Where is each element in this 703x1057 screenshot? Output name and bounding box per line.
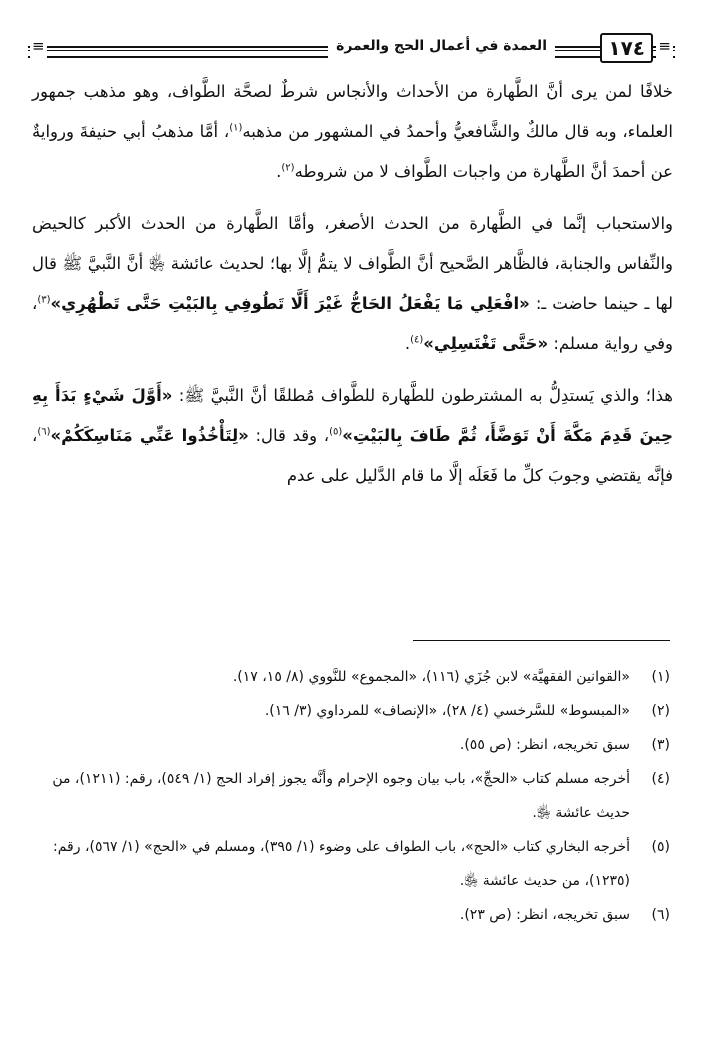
footnote-text: أخرجه البخاري كتاب «الحج»، باب الطواف على وضوء (١/ ٣٩٥)، ومسلم في «الحج» (١/ ٥٦٧)، رقم: (١٢٣٥)، من حديث عائشة ﵂. [53, 839, 630, 889]
text-run: هذا؛ والذي يَستدِلُّ به المشترطون للطَّهارة للطَّواف مُطلقًا أنَّ النَّبيَّ ﷺ: [172, 386, 673, 405]
footnote-ref: (٤) [410, 334, 424, 346]
text-run: والاستحباب إنَّما في الطَّهارة من الحدث الأصغر، وأمَّا الطَّهارة من الحدث الأكبر كالحيض والنِّفاس والجنابة، فالظَّاهر الصَّحيح أنَّ الطَّواف لا يتمُّ إلَّا بها؛ لحديث عائشة ﵂ أنَّ النَّبيَّ ﷺ قال لها ـ حينما حاضت ـ: [32, 214, 673, 313]
footnote [30, 694, 670, 728]
footnote [30, 830, 670, 898]
footnote-text: أخرجه مسلم كتاب «الحجِّ»، باب بيان وجوه الإحرام وأنَّه يجوز إفراد الحج (١/ ٥٤٩)، رقم: (١٢١١)، من حديث عائشة ﵂. [52, 771, 630, 821]
footnotes [30, 660, 670, 932]
text-run: ، فإنَّه يقتضي وجوبَ كلِّ ما فَعَلَه إلَّا ما قام الدَّليل على عدم [32, 426, 673, 485]
header-ornament-left: ≡ [30, 33, 47, 59]
text-run: . [404, 334, 411, 353]
footnote [30, 762, 670, 830]
footnote-number: (٦) [651, 907, 670, 923]
text-run: ، وفي رواية مسلم: [32, 294, 673, 353]
paragraph [32, 72, 673, 192]
footnote [30, 728, 670, 762]
text-run: ، وقد قال: [248, 426, 330, 445]
footnote-separator [413, 640, 670, 641]
paragraph [32, 376, 673, 496]
footnote-text: «المبسوط» للسَّرخسي (٤/ ٢٨)، «الإنصاف» للمرداوي (٣/ ١٦). [264, 703, 630, 719]
page-number: ١٧٤ [600, 33, 653, 63]
footnote-ref: (٢) [281, 162, 295, 174]
paragraph [32, 204, 673, 364]
hadith-quote: «أَوَّلَ شَيْءٍ بَدَأَ بِهِ حِينَ قَدِمَ مَكَّةَ أَنْ تَوَضَّأَ، ثُمَّ طَافَ بِالبَيْتِ» [32, 386, 673, 445]
hadith-quote: «حَتَّى تَغْتَسِلِي» [423, 334, 549, 353]
text-run: ، أمَّا مذهبُ أبي حنيفةَ وروايةٌ عن أحمدَ أنَّ الطَّهارة من واجبات الطَّواف لا من شروطه [32, 122, 673, 181]
page-header [28, 30, 675, 64]
text-run: خلافًا لمن يرى أنَّ الطَّهارة من الأحداث والأنجاس شرطٌ لصحَّة الطَّواف، وهو مذهب جمهور العلماء، وبه قال مالكٌ والشَّافعيُّ وأحمدُ في المشهور من مذهبه [32, 82, 674, 141]
header-ornament-right: ≡ [656, 33, 673, 59]
footnote-text: سبق تخريجه، انظر: (ص ٢٣). [459, 907, 630, 923]
footnote-number: (١) [651, 669, 670, 685]
footnote-number: (٤) [651, 771, 670, 787]
footnote [30, 660, 670, 694]
running-title: العمدة في أعمال الحج والعمرة [328, 33, 555, 59]
text-run: . [276, 162, 282, 181]
footnote-number: (٣) [651, 737, 670, 753]
main-text [32, 72, 673, 496]
footnote-number: (٥) [651, 839, 670, 855]
footnote-ref: (١) [229, 122, 243, 134]
hadith-quote: «افْعَلِي مَا يَفْعَلُ الحَاجُّ غَيْرَ أَلَّا تَطُوفِي بِالبَيْتِ حَتَّى تَطْهُرِي» [50, 294, 530, 313]
footnote-text: سبق تخريجه، انظر: (ص ٥٥). [459, 737, 630, 753]
hadith-quote: «لِتَأْخُذُوا عَنِّي مَنَاسِكَكُمْ» [50, 426, 249, 445]
footnote [30, 898, 670, 932]
footnote-ref: (٥) [329, 426, 343, 438]
footnote-ref: (٣) [37, 294, 51, 306]
footnote-number: (٢) [651, 703, 670, 719]
footnote-ref: (٦) [37, 426, 51, 438]
footnote-text: «القوانين الفقهيَّة» لابن جُزَي (١١٦)، «المجموع» للنَّووي (٨/ ١٥، ١٧). [232, 669, 630, 685]
